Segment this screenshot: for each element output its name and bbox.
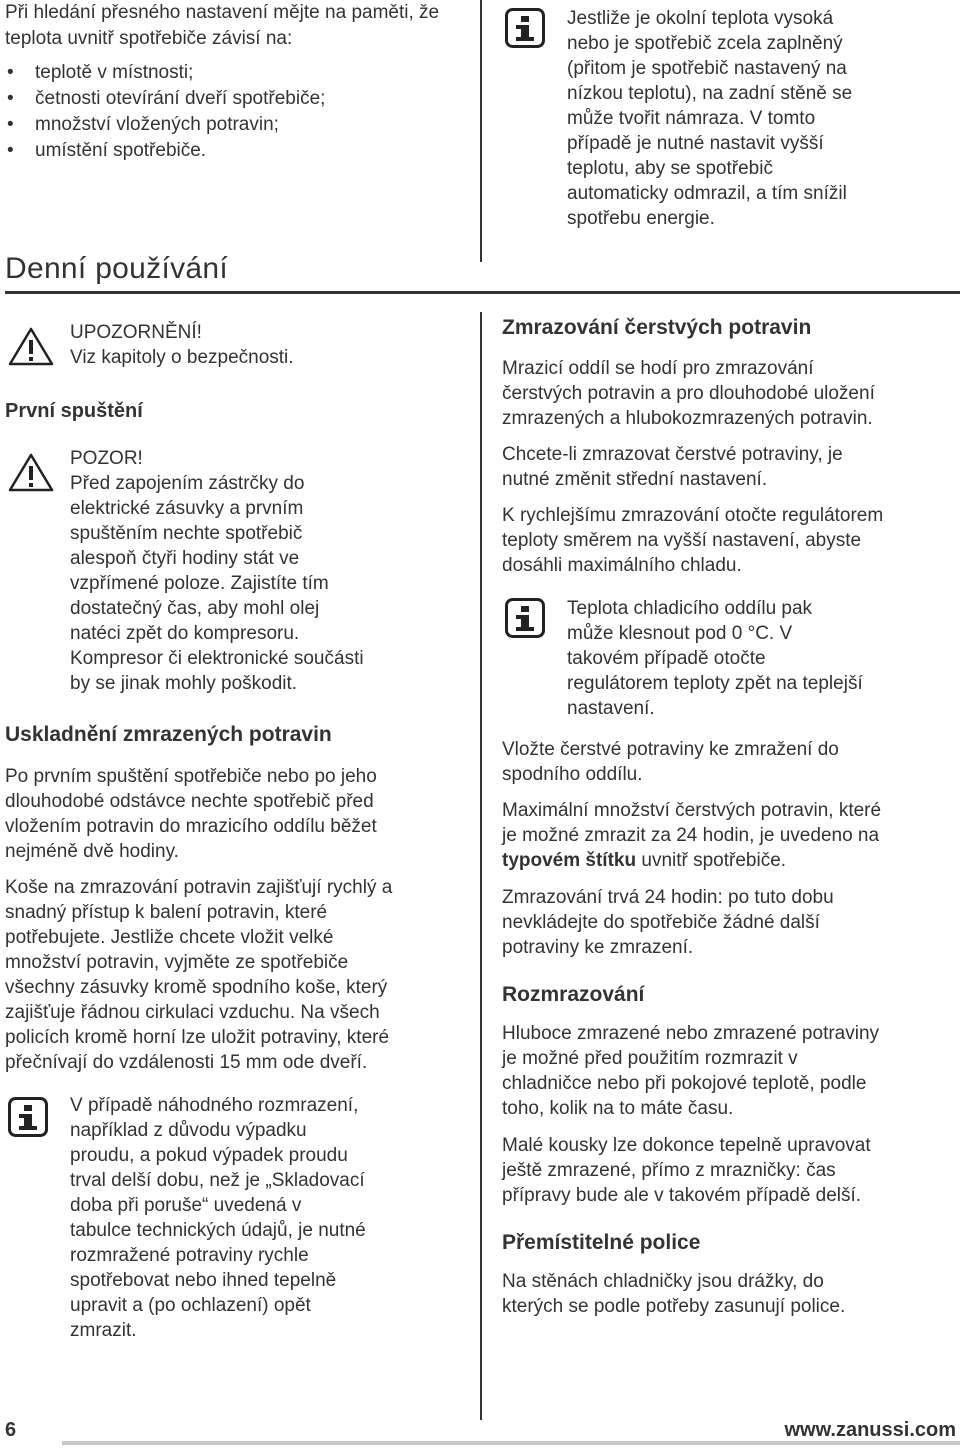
text-line: je možné zmrazit za 24 hodin, je uvedeno na xyxy=(502,825,880,846)
section-title: Denní používání xyxy=(5,252,228,285)
freezing-paragraph-4 xyxy=(502,737,957,787)
text-line: trval delší dobu, než je „Skladovací xyxy=(70,1170,365,1191)
text-line: dlouhodobé odstávce nechte spotřebič před xyxy=(5,791,374,812)
list-item: • teplotě v místnosti; xyxy=(5,60,470,86)
text-line: přípravy bude ale v takovém případě delší. xyxy=(502,1185,862,1206)
text-line: Malé kousky lze dokonce tepelně upravovat xyxy=(502,1135,871,1156)
text-line: regulátorem teploty zpět na teplejší xyxy=(567,673,863,694)
text-line: nebo je spotřebič zcela zaplněný xyxy=(567,33,843,54)
list-item: • umístění spotřebiče. xyxy=(5,138,470,164)
text-line: tabulce technických údajů, je nutné xyxy=(70,1220,366,1241)
intro-text: Při hledání přesného nastavení mějte na paměti, že teplota uvnitř spotřebiče závisí na: xyxy=(5,2,440,49)
text-line: nevkládejte do spotřebiče žádné další xyxy=(502,912,820,933)
info-icon xyxy=(505,8,545,53)
text-line: Koše na zmrazování potravin zajišťují rychlý a xyxy=(5,877,393,898)
warning-title: POZOR! xyxy=(70,448,143,469)
text-line: chladničce nebo při pokojové teplotě, podle xyxy=(502,1073,867,1094)
text-line: Po prvním spuštění spotřebiče nebo po jeho xyxy=(5,766,377,787)
freezing-paragraph-6 xyxy=(502,885,957,960)
info-icon xyxy=(505,598,545,643)
subsection-title-storage: Uskladnění zmrazených potravin xyxy=(5,723,332,746)
text-line: nízkou teplotu), na zadní stěně se xyxy=(567,83,853,104)
info-icon xyxy=(8,1097,48,1142)
text-line: množství potravin, vyjměte ze spotřebiče xyxy=(5,952,349,973)
list-item: • četnosti otevírání dveří spotřebiče; xyxy=(5,86,470,112)
rating-plate-label: typovém štítku xyxy=(502,850,637,871)
text-line: zmrazit. xyxy=(70,1320,137,1341)
text-line: elektrické zásuvky a prvním xyxy=(70,498,304,519)
subsection-title-thawing: Rozmrazování xyxy=(502,983,645,1006)
text-line: proudu, a pokud výpadek proudu xyxy=(70,1145,348,1166)
warning-title: UPOZORNĚNÍ! xyxy=(70,322,202,343)
text-line: čerstvých potravin a pro dlouhodobé uložení xyxy=(502,383,875,404)
info-mid-text xyxy=(567,596,952,721)
text-line: policích kromě horní lze uložit potraviny, které xyxy=(5,1027,390,1048)
text-line: potřebujete. Jestliže chcete vložit velké xyxy=(5,927,334,948)
subsection-title-shelves: Přemístitelné police xyxy=(502,1231,701,1254)
text-line: Jestliže je okolní teplota vysoká xyxy=(567,8,834,29)
text-line: dostatečný čas, aby mohl olej xyxy=(70,598,320,619)
text-line xyxy=(502,848,957,873)
text-line: rozmražené potraviny rychle xyxy=(70,1245,309,1266)
text-line: Teplota chladicího oddílu pak xyxy=(567,598,813,619)
text-line: například z důvodu výpadku xyxy=(70,1120,307,1141)
text-line: případě je nutné nastavit vyšší xyxy=(567,133,824,154)
text-line: Chcete-li zmrazovat čerstvé potraviny, je xyxy=(502,444,843,465)
text-line: ještě zmrazené, přímo z mrazničky: čas xyxy=(502,1160,836,1181)
text-line: automaticky odmrazil, a tím snížil xyxy=(567,183,847,204)
warning2-block xyxy=(70,446,470,696)
warning-icon xyxy=(8,452,54,497)
text-line: snadný přístup k balení potravin, které xyxy=(5,902,328,923)
section-rule xyxy=(5,291,960,294)
text-line: může klesnout pod 0 °C. V xyxy=(567,623,793,644)
text-line: Hluboce zmrazené nebo zmrazené potraviny xyxy=(502,1023,880,1044)
text-line: Před zapojením zástrčky do xyxy=(70,473,305,494)
warning-icon xyxy=(8,326,54,371)
text-line: upravit a (po ochlazení) opět xyxy=(70,1295,311,1316)
text-line: takovém případě otočte xyxy=(567,648,766,669)
text-line: spotřebovat nebo ihned tepelně xyxy=(70,1270,337,1291)
text-line: spuštěním nechte spotřebič xyxy=(70,523,303,544)
subsection-title-first-start: První spuštění xyxy=(5,400,143,422)
text-line: V případě náhodného rozmrazení, xyxy=(70,1095,359,1116)
text-line: (přitom je spotřebič nastavený na xyxy=(567,58,847,79)
subsection-title-freezing: Zmrazování čerstvých potravin xyxy=(502,316,812,339)
text-line: nastavení. xyxy=(567,698,655,719)
column-divider-top xyxy=(480,0,482,262)
text-line: zajišťuje řádnou cirkulaci vzduchu. Na všech xyxy=(5,1002,380,1023)
intro-block xyxy=(5,0,470,164)
bullet-list xyxy=(5,60,470,164)
warning1-block xyxy=(70,320,294,370)
text-line: potraviny ke zmrazení. xyxy=(502,937,694,958)
freezing-paragraph-2 xyxy=(502,442,957,492)
page-number: 6 xyxy=(5,1419,17,1441)
text-line: teplotu, aby se spotřebič xyxy=(567,158,773,179)
shelves-paragraph xyxy=(502,1269,957,1319)
text-line: může tvořit námraza. V tomto xyxy=(567,108,816,129)
freezing-paragraph-1 xyxy=(502,356,957,431)
thaw-paragraph-2 xyxy=(502,1133,957,1208)
text-line: by se jinak mohly poškodit. xyxy=(70,673,298,694)
footer-url[interactable]: www.zanussi.com xyxy=(784,1419,956,1441)
info-bottom-text xyxy=(70,1093,470,1343)
text-line: doba při poruše“ uvedená v xyxy=(70,1195,302,1216)
text-line: alespoň čtyři hodiny stát ve xyxy=(70,548,300,569)
text-line: spotřebu energie. xyxy=(567,208,715,229)
thaw-paragraph-1 xyxy=(502,1021,957,1121)
text-line: vložením potravin do mrazicího oddílu běžet xyxy=(5,816,377,837)
text-line: Mrazicí oddíl se hodí pro zmrazování xyxy=(502,358,814,379)
text-line: Na stěnách chladničky jsou drážky, do xyxy=(502,1271,824,1292)
text-line: kterých se podle potřeby zasunují police. xyxy=(502,1296,846,1317)
text-line: spodního oddílu. xyxy=(502,764,643,785)
text-line: toho, kolik na to máte času. xyxy=(502,1098,734,1119)
text-line: Kompresor či elektronické součásti xyxy=(70,648,364,669)
text-line: dosáhli maximálního chladu. xyxy=(502,555,742,576)
list-item: • množství vložených potravin; xyxy=(5,112,470,138)
text-line: je možné před použitím rozmrazit v xyxy=(502,1048,798,1069)
column-divider-bottom xyxy=(480,312,482,1420)
text-line: teploty směrem na vyšší nastavení, abyste xyxy=(502,530,862,551)
text-line: natéci zpět do kompresoru. xyxy=(70,623,300,644)
text-line: vzpřímené poloze. Zajistíte tím xyxy=(70,573,329,594)
freezing-paragraph-3 xyxy=(502,503,957,578)
text-line: Zmrazování trvá 24 hodin: po tuto dobu xyxy=(502,887,834,908)
storage-paragraph-1 xyxy=(5,764,470,864)
text-line: Vložte čerstvé potraviny ke zmražení do xyxy=(502,739,839,760)
storage-paragraph-2 xyxy=(5,875,475,1075)
info-top-text xyxy=(567,6,952,231)
text-line: nejméně dvě hodiny. xyxy=(5,841,179,862)
text-fragment: uvnitř spotřebiče. xyxy=(636,850,787,871)
warning-text: Viz kapitoly o bezpečnosti. xyxy=(70,347,294,368)
text-line: všechny zásuvky kromě spodního koše, který xyxy=(5,977,388,998)
text-line: zmrazených a hlubokozmrazených potravin. xyxy=(502,408,873,429)
freezing-paragraph-5 xyxy=(502,798,957,873)
text-line: K rychlejšímu zmrazování otočte regulátorem xyxy=(502,505,884,526)
text-line: nutné změnit střední nastavení. xyxy=(502,469,768,490)
text-line: Maximální množství čerstvých potravin, které xyxy=(502,800,882,821)
text-line: přečnívají do vzdálenosti 15 mm ode dveří. xyxy=(5,1052,368,1073)
